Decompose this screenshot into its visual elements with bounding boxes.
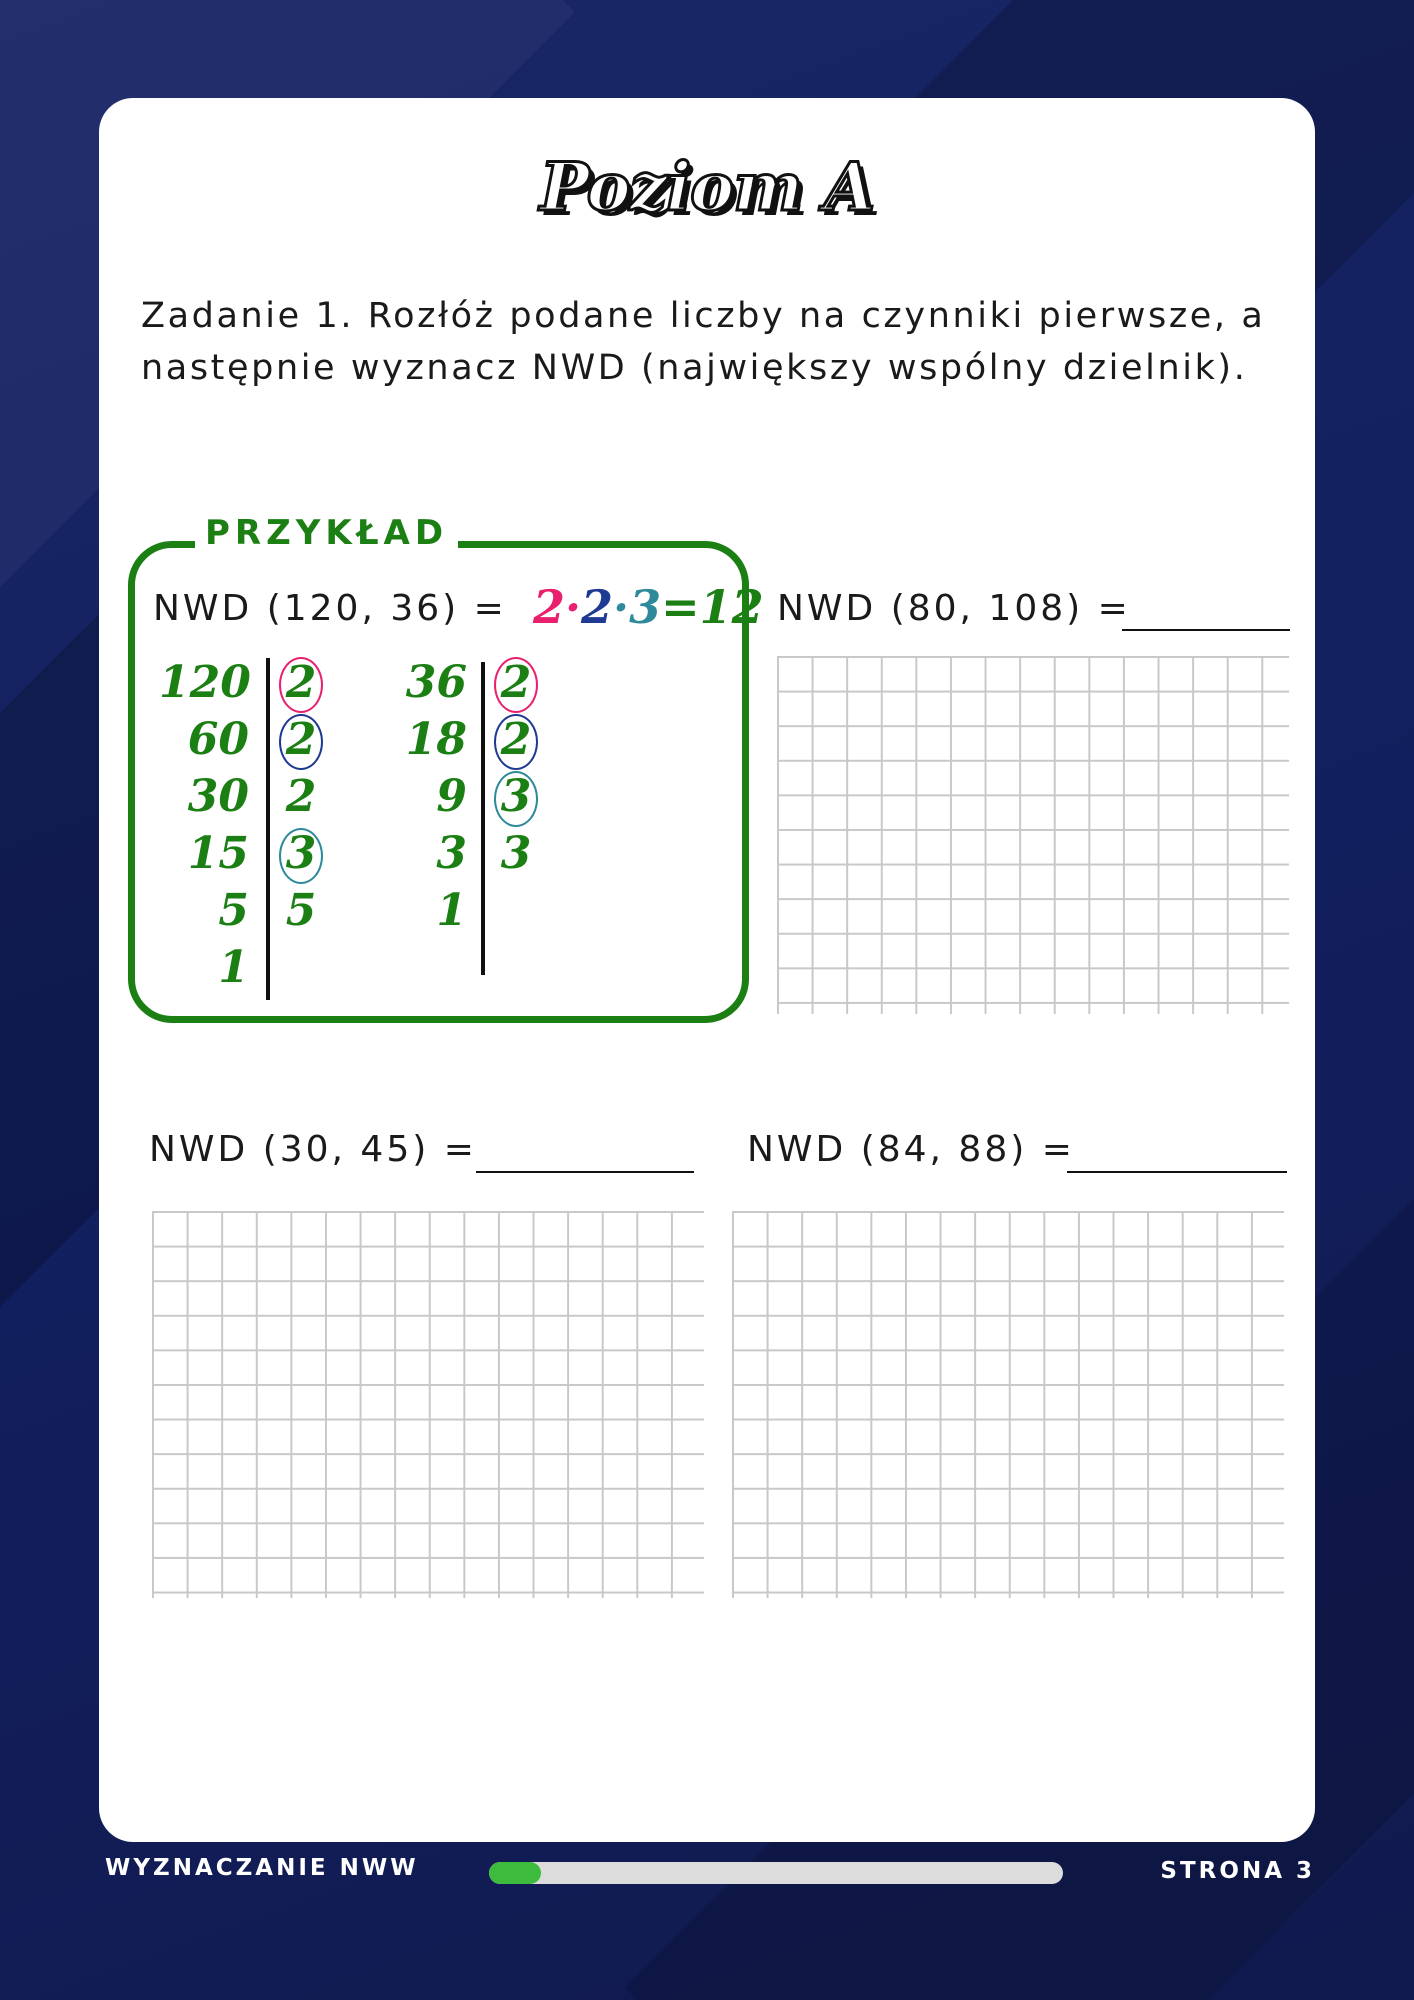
example-label: PRZYKŁAD xyxy=(195,513,458,553)
example-result-part: 2 xyxy=(533,580,566,634)
left-number: 60 xyxy=(187,714,249,765)
left-divisor: 2 xyxy=(285,714,317,765)
right-number: 1 xyxy=(436,885,467,936)
common-factor-circle xyxy=(494,657,538,713)
common-factor-circle xyxy=(494,714,538,770)
left-divisor: 2 xyxy=(285,657,317,708)
left-number: 120 xyxy=(159,657,251,708)
page-title: Poziom A xyxy=(539,148,875,226)
exercise-1-grid[interactable] xyxy=(777,656,1289,1014)
progress-bar xyxy=(489,1862,1063,1884)
common-factor-circle xyxy=(494,771,538,827)
exercise-1-answer-line[interactable] xyxy=(1122,629,1290,631)
exercise-2-answer-line[interactable] xyxy=(476,1171,694,1173)
footer-topic: WYZNACZANIE NWW xyxy=(105,1855,419,1881)
right-divider-line xyxy=(481,662,485,975)
exercise-3-answer-line[interactable] xyxy=(1067,1171,1287,1173)
left-divisor: 2 xyxy=(285,771,317,822)
right-number: 9 xyxy=(436,771,467,822)
exercise-2-grid[interactable] xyxy=(152,1211,704,1598)
right-number: 36 xyxy=(405,657,467,708)
right-number: 3 xyxy=(436,828,467,879)
left-number: 15 xyxy=(187,828,249,879)
example-result-part: · xyxy=(613,580,630,634)
left-divider-line xyxy=(266,658,270,1000)
example-result-part: =12 xyxy=(661,580,764,634)
worksheet-card xyxy=(99,98,1315,1842)
left-divisor: 5 xyxy=(285,885,317,936)
left-divisor: 3 xyxy=(285,828,317,879)
left-number: 1 xyxy=(218,942,249,993)
example-equation: NWD (120, 36) = xyxy=(153,588,507,629)
right-divisor: 2 xyxy=(500,714,532,765)
exercise-3-grid[interactable] xyxy=(732,1211,1284,1598)
progress-bar-fill xyxy=(489,1862,541,1884)
footer-page-number: STRONA 3 xyxy=(1160,1858,1315,1884)
common-factor-circle xyxy=(279,714,323,770)
example-result-part: 3 xyxy=(629,580,662,634)
common-factor-circle xyxy=(279,828,323,884)
example-result-part: · xyxy=(565,580,582,634)
common-factor-circle xyxy=(279,657,323,713)
example-result xyxy=(533,580,764,634)
exercise-2-label: NWD (30, 45) = xyxy=(149,1129,477,1170)
right-divisor: 2 xyxy=(500,657,532,708)
right-divisor: 3 xyxy=(500,771,532,822)
left-number: 5 xyxy=(218,885,249,936)
right-divisor: 3 xyxy=(500,828,532,879)
example-result-part: 2 xyxy=(581,580,614,634)
exercise-1-label: NWD (80, 108) = xyxy=(777,588,1131,629)
right-number: 18 xyxy=(405,714,467,765)
exercise-3-label: NWD (84, 88) = xyxy=(747,1129,1075,1170)
task-instructions: Zadanie 1. Rozłóż podane liczby na czynniki pierwsze, a następnie wyznacz NWD (największy wspólny dzielnik). xyxy=(141,296,1266,388)
left-number: 30 xyxy=(187,771,249,822)
